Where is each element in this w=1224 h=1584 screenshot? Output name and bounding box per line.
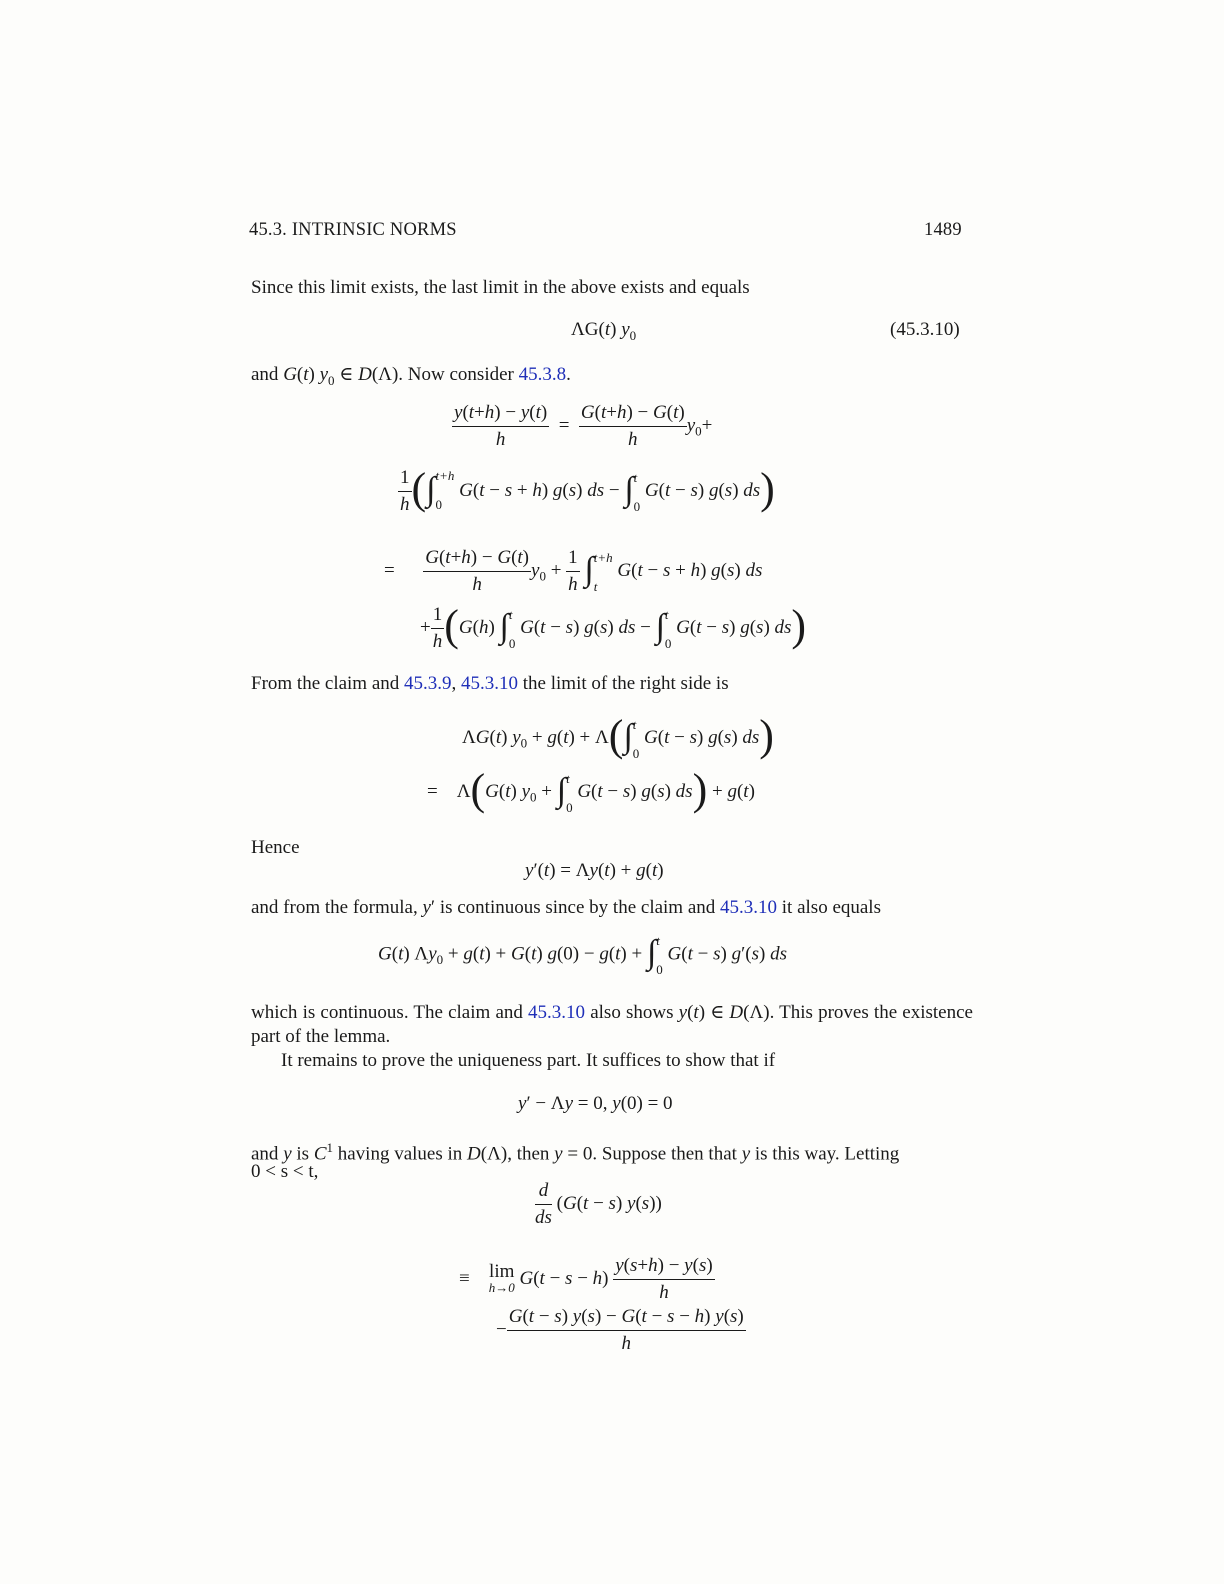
- equation-limit-line-2: = Λ(G(t) $y_0$ + ∫ t 0 G(t − s) g(s) ds) + g(t): [427, 765, 755, 815]
- ref-45-3-9[interactable]: 45.3.9: [404, 673, 452, 694]
- paragraph-7-cont: 0 < s < t,: [251, 1161, 319, 1182]
- ref-45-3-10-b[interactable]: 45.3.10: [720, 897, 778, 918]
- equation-lim-line-1: ≡ lim h→0 G(t − s − h) $\frac{y(s+h) - y(s)}{h}$: [459, 1255, 713, 1303]
- ref-45-3-8[interactable]: 45.3.8: [518, 364, 567, 385]
- equation-line-3: = $\frac{G(t+h) - G(t)}{h}$ $y_0$ + $\frac{1}{h}$ ∫ t+h t G(t − s + h) g(s) ds: [384, 547, 763, 595]
- equation-d-ds: $\frac{d}{ds}$ (G(t − s) y(s)): [535, 1180, 662, 1228]
- equation-number: (45.3.10): [890, 319, 960, 340]
- equation-difference-quotient: $\frac{y(t+h) - y(t)}{h}$ = $\frac{G(t+h) - G(t)}{h}$ $y_0+$: [454, 402, 713, 450]
- page-number: 1489: [924, 220, 962, 240]
- ref-45-3-10[interactable]: 45.3.10: [461, 673, 519, 694]
- paragraph-2: and G(t) $y_0$ ∈ D(Λ). Now consider 45.3.8.: [251, 364, 571, 388]
- ref-45-3-10-c[interactable]: 45.3.10: [528, 1002, 586, 1023]
- running-header: 45.3. INTRINSIC NORMS: [249, 220, 457, 240]
- equation-ode: y′(t) = Λy(t) + g(t): [525, 860, 664, 881]
- equation-line-2: $\frac{1}{h}$ (∫ t+h 0 G(t − s + h) g(s) ds − ∫ t 0 G(t − s) g(s) ds): [400, 464, 775, 515]
- paragraph-1: Since this limit exists, the last limit in the above exists and equals: [251, 277, 750, 298]
- paragraph-6: It remains to prove the uniqueness part. It suffices to show that if: [281, 1050, 776, 1071]
- equation-line-4: + $\frac{1}{h}$ (G(h) ∫ t 0 G(t − s) g(s) ds − ∫ t 0 G(t − s) g(s) ds): [420, 601, 807, 652]
- hence-label: Hence: [251, 837, 300, 858]
- equation-45-3-10: ΛG(t) $y_0$: [571, 319, 637, 343]
- paragraph-5: which is continuous. The claim and 45.3.10 also shows y(t) ∈ D(Λ). This proves the existence part of the lemma.: [251, 1002, 973, 1047]
- equation-limit-line-1: ΛG(t) $y_0 + g(t) + \Lambda(\int$ t 0 G(t − s) g(s) ds): [462, 711, 774, 761]
- paragraph-4: and from the formula, y′ is continuous since by the claim and 45.3.10 it also equals: [251, 897, 881, 918]
- paragraph-7: and y is $C^1$ having values in D(Λ), then y = 0. Suppose then that y is this way. Letting: [251, 1140, 900, 1165]
- equation-lim-line-2: − $\frac{G(t - s) y(s) - G(t - s - h) y(s)}{h}$: [496, 1306, 744, 1354]
- equation-derivative-formula: G(t) $\Lambda y_0 + g(t) + G(t) g(0) - g(t)$ + ∫ t 0 G(t − s) g′(s) ds: [378, 933, 787, 977]
- equation-uniqueness: y′ − Λy = 0, y(0) = 0: [518, 1093, 673, 1114]
- paragraph-3: From the claim and 45.3.9, 45.3.10 the limit of the right side is: [251, 673, 729, 694]
